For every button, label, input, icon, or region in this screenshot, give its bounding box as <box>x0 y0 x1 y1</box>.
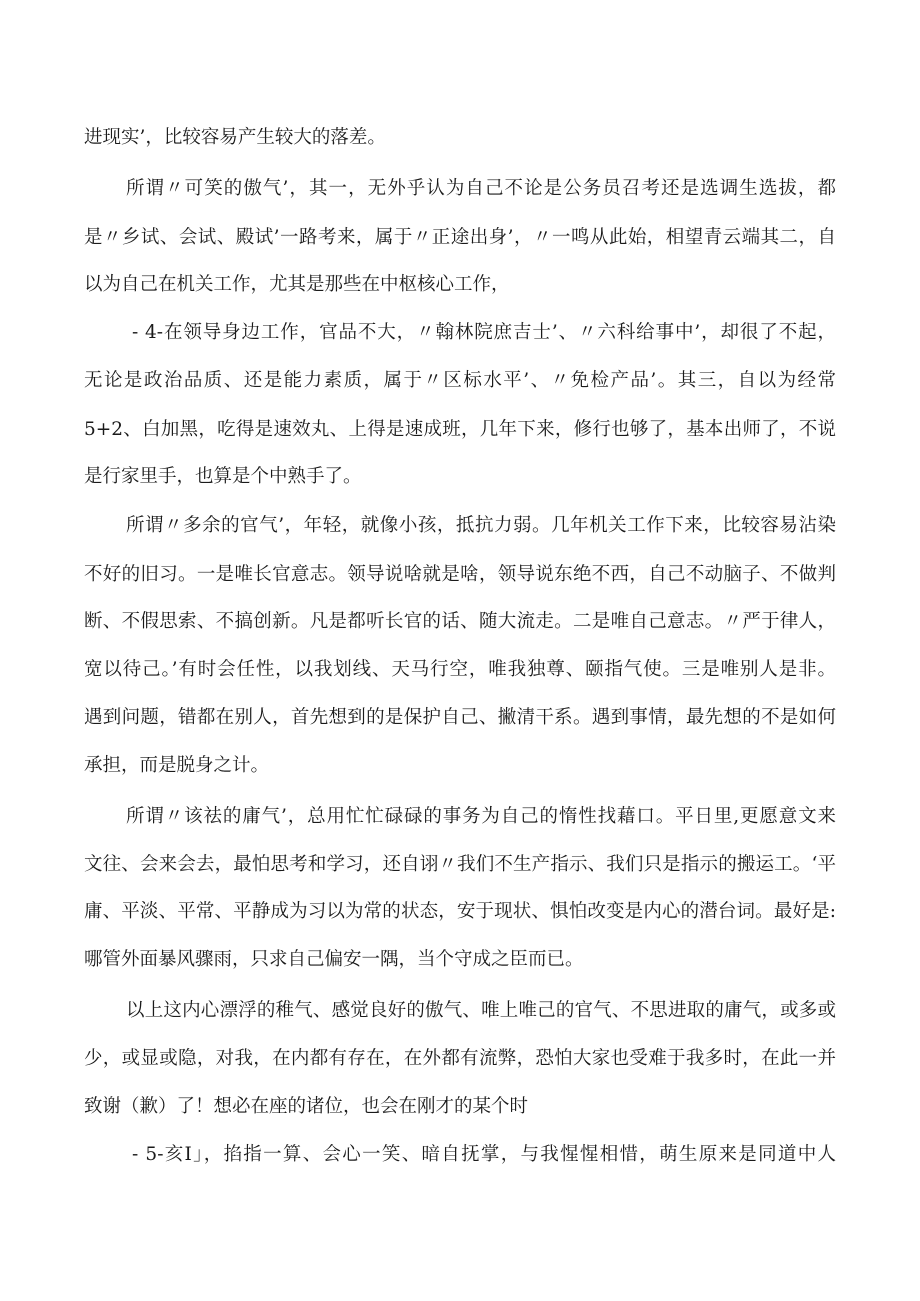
text-line: 致谢（歉）了！想必在座的诸位，也会在刚才的某个时 <box>84 1096 529 1117</box>
page-break-line: - 5-亥I」，掐指一算、会心一笑、暗自抚掌，与我惺惺相惜，萌生原来是同道中人 <box>132 1144 836 1165</box>
text-line: 无论是政治品质、还是能力素质，属于〃区标水平’、〃免检产品’。其三，自以为经常 <box>84 370 836 391</box>
text-line: 承担，而是脱身之计。 <box>84 755 270 776</box>
text-line: 所谓〃可笑的傲气’，其一，无外乎认为自己不论是公务员召考还是选调生选拔，都 <box>126 178 836 199</box>
text-line: 是〃乡试、会试、殿试’一路考来，属于〃正途出身’，〃一鸣从此始，相望青云端其二，自 <box>84 227 836 248</box>
text-line: 进现实’，比较容易产生较大的落差。 <box>84 127 386 148</box>
text-line: 断、不假思索、不搞创新。凡是都听长官的话、随大流走。二是唯自己意志。〃严于律人， <box>84 611 836 632</box>
text-line: 5+2、白加黑，吃得是速效丸、上得是速成班，几年下来，修行也够了，基本出师了，不说 <box>84 419 836 440</box>
text-line: 文往、会来会去，最怕思考和学习，还自诩〃我们不生产指示、我们只是指示的搬运工。‘平 <box>84 854 836 875</box>
text-line: 不好的旧习。一是唯长官意志。领导说啥就是啥，领导说东绝不西，自己不动脑子、不做判 <box>84 564 836 585</box>
text-line: 遇到问题，错都在别人，首先想到的是保护自己、撇清干系。遇到事情，最先想的不是如何 <box>84 707 836 728</box>
page-break-line: - 4-在领导身边工作，官品不大，〃翰林院庶吉士’、〃六科给事中’，却很了不起， <box>132 322 836 343</box>
text-line: 以为自己在机关工作，尤其是那些在中枢核心工作， <box>84 274 510 295</box>
text-line: 宽以待己。’有时会任性，以我划线、天马行空，唯我独尊、颐指气使。三是唯别人是非。 <box>84 659 836 680</box>
text-line: 哪管外面暴风骤雨，只求自己偏安一隅，当个守成之臣而已。 <box>84 949 584 970</box>
text-line: 少，或显或隐，对我，在内都有存在，在外都有流弊，恐怕大家也受难于我多时，在此一并 <box>84 1048 836 1069</box>
text-line: 庸、平淡、平常、平静成为习以为常的状态，安于现状、惧怕改变是内心的潜台词。最好是: <box>84 901 836 922</box>
text-line: 所谓〃该祛的庸气’，总用忙忙碌碌的事务为自己的惰性找藉口。平日里,更愿意文来 <box>126 806 836 827</box>
text-line: 是行家里手，也算是个中熟手了。 <box>84 466 362 487</box>
text-line: 以上这内心漂浮的稚气、感觉良好的傲气、唯上唯己的官气、不思进取的庸气，或多或 <box>126 1000 836 1021</box>
text-line: 所谓〃多余的官气’，年轻，就像小孩，抵抗力弱。几年机关工作下来，比较容易沾染 <box>126 515 836 536</box>
